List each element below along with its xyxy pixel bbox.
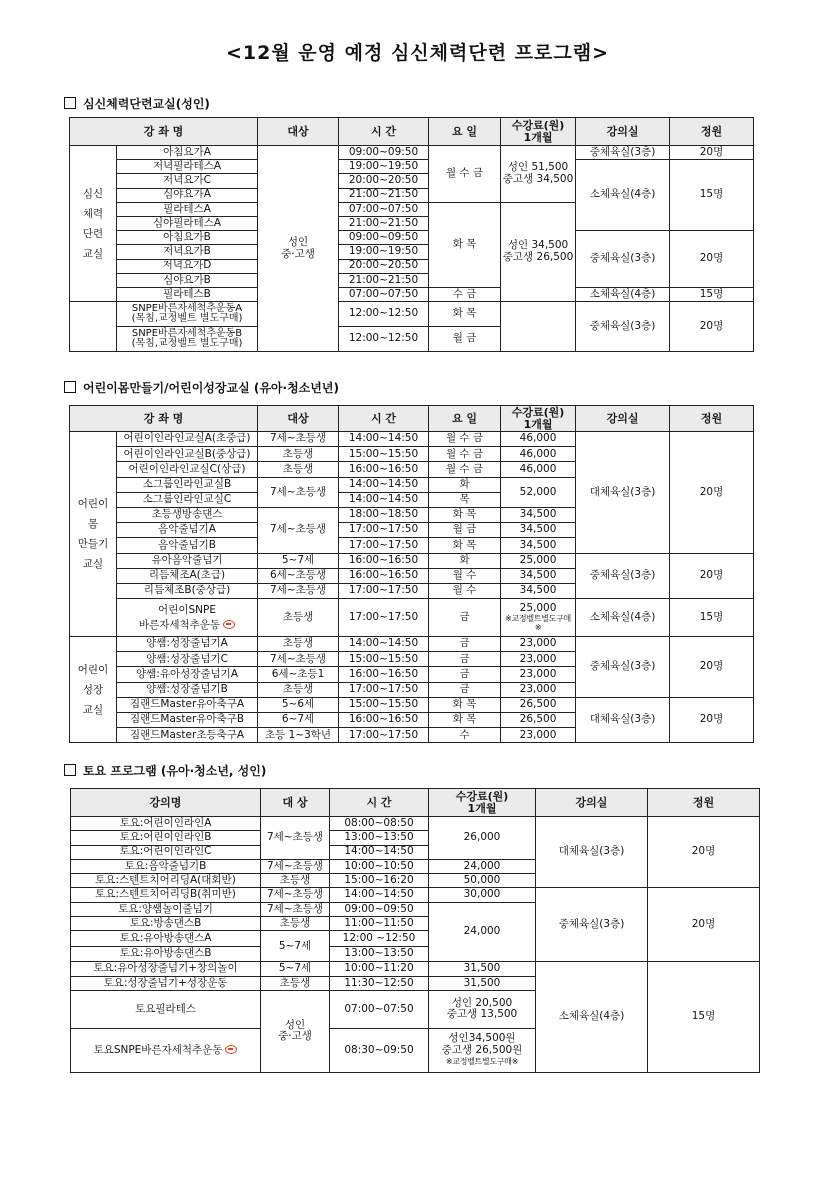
day-cell: 월 수 금 <box>429 447 501 462</box>
course-name: 토요:유아방송댄스A <box>71 931 261 947</box>
target-cell: 초등생 <box>258 462 339 477</box>
room-cell: 소체육실(4층) <box>576 160 670 231</box>
checkbox-icon <box>64 764 76 776</box>
checkbox-icon <box>64 381 76 393</box>
fee-cell: 46,000 <box>501 462 576 477</box>
table-header-row <box>70 118 754 146</box>
time-cell: 15:00~16:20 <box>330 874 429 888</box>
time-cell: 19:00~19:50 <box>339 160 429 174</box>
room-cell: 소체육실(4층) <box>576 287 670 301</box>
course-name: 초등생방송댄스 <box>117 507 258 522</box>
course-name: 음악줄넘기A <box>117 523 258 538</box>
header-day: 요 일 <box>429 118 501 146</box>
time-cell: 19:00~19:50 <box>339 245 429 259</box>
course-name: 리듬체조B(중상급) <box>117 583 258 598</box>
course-name: 토요:어린이인라인C <box>71 845 261 859</box>
fee-cell-empty <box>501 302 576 352</box>
header-target: 대상 <box>258 406 339 432</box>
day-cell: 화 <box>429 477 501 492</box>
target-cell: 초등생 <box>261 976 330 990</box>
time-cell: 13:00~13:50 <box>330 831 429 845</box>
day-cell: 화 목 <box>429 538 501 553</box>
room-cell: 중체육실(3층) <box>576 553 670 599</box>
table-row <box>70 231 754 245</box>
time-cell: 12:00 ~12:50 <box>330 931 429 947</box>
room-cell: 중체육실(3층) <box>536 888 648 962</box>
time-cell: 08:00~08:50 <box>330 817 429 831</box>
fee-cell: 23,000 <box>501 728 576 743</box>
table-row <box>70 697 754 712</box>
course-name <box>117 599 258 637</box>
fee-cell: 31,500 <box>429 962 536 976</box>
time-cell: 17:00~17:50 <box>339 682 429 697</box>
course-name: 어린이인라인교실C(상급) <box>117 462 258 477</box>
day-cell: 월 금 <box>429 523 501 538</box>
day-cell: 화 목 <box>429 507 501 522</box>
time-cell: 17:00~17:50 <box>339 583 429 598</box>
course-name: 토요필라테스 <box>71 990 261 1028</box>
time-cell: 15:00~15:50 <box>339 652 429 667</box>
course-name: 음악줄넘기B <box>117 538 258 553</box>
header-day: 요 일 <box>429 406 501 432</box>
target-cell: 초등생 <box>258 447 339 462</box>
day-cell: 월 수 금 <box>429 462 501 477</box>
room-cell: 대체육실(3층) <box>576 432 670 554</box>
room-cell: 중체육실(3층) <box>576 637 670 698</box>
fee-cell: 34,500 <box>501 507 576 522</box>
header-room: 강의실 <box>576 406 670 432</box>
day-cell: 화 목 <box>429 202 501 287</box>
target-cell: 7세~초등생 <box>258 477 339 507</box>
table-row <box>70 553 754 568</box>
time-cell: 10:00~11:20 <box>330 962 429 976</box>
header-fee <box>429 789 536 817</box>
fee-cell: 34,500 <box>501 538 576 553</box>
time-cell: 16:00~16:50 <box>339 713 429 728</box>
section1-table <box>69 117 754 352</box>
course-name: 양쌤:성장줄넘기A <box>117 637 258 652</box>
time-cell: 18:00~18:50 <box>339 507 429 522</box>
time-cell: 12:00~12:50 <box>339 302 429 327</box>
header-time: 시 간 <box>330 789 429 817</box>
course-name: 저녁요가B <box>117 245 258 259</box>
course-name: 저녁요가D <box>117 259 258 273</box>
fee-cell <box>429 1028 536 1072</box>
time-cell: 17:00~17:50 <box>339 728 429 743</box>
room-cell: 중체육실(3층) <box>576 302 670 352</box>
table-row <box>71 962 760 976</box>
course-name: 아침요가A <box>117 146 258 160</box>
header-fee-text: 수강료(원) <box>511 406 565 419</box>
day-cell: 월 금 <box>429 327 501 352</box>
capacity-cell: 20명 <box>648 817 760 888</box>
time-cell: 08:30~09:50 <box>330 1028 429 1072</box>
section3-heading <box>64 762 266 779</box>
header-fee-text: 수강료(원) <box>511 119 565 132</box>
course-name: SNPE바른자세척추운동B (목침,교정벨트 별도구매) <box>117 327 258 352</box>
time-cell: 09:00~09:50 <box>339 231 429 245</box>
time-cell: 17:00~17:50 <box>339 523 429 538</box>
time-cell: 20:00~20:50 <box>339 174 429 188</box>
target-cell: 성인 중·고생 <box>261 990 330 1072</box>
time-cell: 17:00~17:50 <box>339 599 429 637</box>
day-cell: 화 목 <box>429 713 501 728</box>
target-cell: 7세~초등생 <box>261 902 330 916</box>
room-cell: 소체육실(4층) <box>576 599 670 637</box>
checkbox-icon <box>64 97 76 109</box>
fee-note: ※교정벨트별도구매 ※ <box>505 614 571 633</box>
time-cell: 11:30~12:50 <box>330 976 429 990</box>
section2-heading <box>64 379 339 396</box>
day-cell: 금 <box>429 599 501 637</box>
capacity-cell: 20명 <box>670 553 754 599</box>
fee-note: ※교정벨트별도구매※ <box>445 1057 519 1067</box>
room-cell: 중체육실(3층) <box>576 231 670 288</box>
capacity-cell: 20명 <box>648 888 760 962</box>
capacity-cell: 20명 <box>670 231 754 288</box>
fee-cell: 50,000 <box>429 874 536 888</box>
course-name: 소그룹인라인교실C <box>117 492 258 507</box>
time-cell: 13:00~13:50 <box>330 946 429 962</box>
fee-cell: 34,500 <box>501 568 576 583</box>
day-cell: 수 <box>429 728 501 743</box>
room-cell: 대체육실(3층) <box>576 697 670 743</box>
day-cell: 화 <box>429 553 501 568</box>
header-course: 강의명 <box>71 789 261 817</box>
page-title: <12월 운영 예정 심신체력단련 프로그램> <box>225 42 610 64</box>
fee-cell: 23,000 <box>501 637 576 652</box>
course-name: 소그룹인라인교실B <box>117 477 258 492</box>
fee-cell: 46,000 <box>501 447 576 462</box>
time-cell: 16:00~16:50 <box>339 553 429 568</box>
group-label: 심신 체력 단련 교실 <box>70 146 117 302</box>
target-cell: 초등생 <box>258 599 339 637</box>
fee-cell: 52,000 <box>501 477 576 507</box>
section2-heading-text: 어린이몸만들기/어린이성장교실 (유아·청소년년) <box>83 381 339 395</box>
course-name: 토요:음악줄넘기B <box>71 859 261 873</box>
header-fee-text: 수강료(원) <box>455 790 509 803</box>
day-cell: 금 <box>429 682 501 697</box>
course-name: 양쌤:유아성장줄넘기A <box>117 667 258 682</box>
header-capacity: 정원 <box>648 789 760 817</box>
header-fee-period: 1개월 <box>467 801 497 815</box>
target-cell: 7세~초등생 <box>258 507 339 553</box>
time-cell: 12:00~12:50 <box>339 327 429 352</box>
day-cell: 금 <box>429 652 501 667</box>
course-name: 토요:스텐트치어리딩A(대회반) <box>71 874 261 888</box>
time-cell: 15:00~15:50 <box>339 447 429 462</box>
section2-table <box>69 405 754 743</box>
table-row <box>70 599 754 637</box>
header-fee-period: 1개월 <box>523 417 553 431</box>
header-course: 강 좌 명 <box>70 406 258 432</box>
time-cell: 09:00~09:50 <box>330 902 429 916</box>
time-cell: 14:00~14:50 <box>339 492 429 507</box>
course-name: 필라테스B <box>117 287 258 301</box>
header-fee <box>501 118 576 146</box>
fee-cell: 25,000 <box>501 553 576 568</box>
target-cell: 5~7세 <box>261 962 330 976</box>
time-cell: 21:00~21:50 <box>339 216 429 230</box>
fee-cell: 성인 20,500 중고생 13,500 <box>429 990 536 1028</box>
fee-cell: 30,000 <box>429 888 536 902</box>
room-cell: 소체육실(4층) <box>536 962 648 1073</box>
day-cell: 금 <box>429 637 501 652</box>
time-cell: 10:00~10:50 <box>330 859 429 873</box>
header-fee <box>501 406 576 432</box>
course-name: 저녁요가C <box>117 174 258 188</box>
capacity-cell: 20명 <box>670 697 754 743</box>
course-name: 심야요가A <box>117 188 258 202</box>
fee-cell: 23,000 <box>501 652 576 667</box>
time-cell: 20:00~20:50 <box>339 259 429 273</box>
header-time: 시 간 <box>339 118 429 146</box>
fee-cell: 23,000 <box>501 682 576 697</box>
fee-cell: 23,000 <box>501 667 576 682</box>
course-name: 짐랜드Master유아축구B <box>117 713 258 728</box>
room-cell: 대체육실(3층) <box>536 817 648 888</box>
capacity-cell: 20명 <box>670 146 754 160</box>
header-course: 강 좌 명 <box>70 118 258 146</box>
day-cell: 월 수 금 <box>429 146 501 203</box>
table-row <box>70 302 754 327</box>
table-row <box>70 432 754 447</box>
time-cell: 14:00~14:50 <box>330 845 429 859</box>
capacity-cell: 15명 <box>670 599 754 637</box>
fee-value: 성인34,500원 중고생 26,500원 <box>441 1032 523 1056</box>
course-name-text: 토요SNPE바른자세척추운동 <box>93 1043 223 1056</box>
time-cell: 14:00~14:50 <box>339 432 429 447</box>
section1-heading <box>64 95 210 112</box>
course-name: 리듬체조A(초급) <box>117 568 258 583</box>
target-cell: 7세~초등생 <box>261 888 330 902</box>
target-cell: 7세~초등생 <box>258 652 339 667</box>
section3-heading-text: 토요 프로그램 (유아·청소년, 성인) <box>83 764 267 778</box>
capacity-cell: 15명 <box>670 287 754 301</box>
target-cell: 초등생 <box>261 917 330 931</box>
section1-heading-text: 심신체력단련교실(성인) <box>83 97 210 111</box>
time-cell: 07:00~07:50 <box>330 990 429 1028</box>
time-cell: 21:00~21:50 <box>339 188 429 202</box>
time-cell: 07:00~07:50 <box>339 287 429 301</box>
group-label-empty <box>70 302 117 352</box>
target-cell: 7세~초등생 <box>261 817 330 860</box>
group-label: 어린이 몸 만들기 교실 <box>70 432 117 637</box>
course-name: 어린이인라인교실B(중상급) <box>117 447 258 462</box>
flag-icon <box>223 620 235 629</box>
day-cell: 월 수 <box>429 583 501 598</box>
course-name: 짐랜드Master유아축구A <box>117 697 258 712</box>
target-cell: 5~6세 <box>258 697 339 712</box>
header-capacity: 정원 <box>670 118 754 146</box>
course-name: 짐랜드Master초등축구A <box>117 728 258 743</box>
course-name: 토요:양쌤놀이줄넘기 <box>71 902 261 916</box>
target-cell: 6~7세 <box>258 713 339 728</box>
capacity-cell: 15명 <box>670 160 754 231</box>
course-name: 토요:어린이인라인B <box>71 831 261 845</box>
flag-icon <box>225 1045 237 1054</box>
target-cell: 성인 중·고생 <box>258 146 339 352</box>
fee-cell: 31,500 <box>429 976 536 990</box>
course-name: 저녁필라테스A <box>117 160 258 174</box>
fee-cell: 34,500 <box>501 523 576 538</box>
header-target: 대상 <box>258 118 339 146</box>
course-name: 양쌤:성장줄넘기B <box>117 682 258 697</box>
table-row <box>70 160 754 174</box>
day-cell: 화 목 <box>429 697 501 712</box>
day-cell: 월 수 금 <box>429 432 501 447</box>
table-row <box>70 637 754 652</box>
target-cell: 초등생 <box>258 682 339 697</box>
day-cell: 화 목 <box>429 302 501 327</box>
header-target: 대 상 <box>261 789 330 817</box>
day-cell: 목 <box>429 492 501 507</box>
target-cell: 5~7세 <box>261 931 330 962</box>
header-room: 강의실 <box>536 789 648 817</box>
header-capacity: 정원 <box>670 406 754 432</box>
time-cell: 16:00~16:50 <box>339 568 429 583</box>
time-cell: 11:00~11:50 <box>330 917 429 931</box>
day-cell: 수 금 <box>429 287 501 301</box>
fee-cell: 24,000 <box>429 859 536 873</box>
table-row <box>70 287 754 301</box>
table-header-row <box>71 789 760 817</box>
time-cell: 07:00~07:50 <box>339 202 429 216</box>
day-cell: 월 수 <box>429 568 501 583</box>
room-cell: 중체육실(3층) <box>576 146 670 160</box>
fee-cell: 46,000 <box>501 432 576 447</box>
fee-cell: 26,500 <box>501 713 576 728</box>
course-name: 어린이인라인교실A(초중급) <box>117 432 258 447</box>
capacity-cell: 15명 <box>648 962 760 1073</box>
target-cell: 초등생 <box>258 637 339 652</box>
header-fee-period: 1개월 <box>523 130 553 144</box>
header-room: 강의실 <box>576 118 670 146</box>
table-row <box>71 817 760 831</box>
fee-cell: 성인 51,500 중고생 34,500 <box>501 146 576 203</box>
target-cell: 초등 1~3학년 <box>258 728 339 743</box>
table-header-row <box>70 406 754 432</box>
time-cell: 14:00~14:50 <box>339 637 429 652</box>
fee-cell: 34,500 <box>501 583 576 598</box>
capacity-cell: 20명 <box>670 432 754 554</box>
time-cell: 17:00~17:50 <box>339 538 429 553</box>
fee-cell: 26,500 <box>501 697 576 712</box>
time-cell: 16:00~16:50 <box>339 462 429 477</box>
course-name: 토요:유아방송댄스B <box>71 946 261 962</box>
target-cell: 6세~초등1 <box>258 667 339 682</box>
target-cell: 초등생 <box>261 874 330 888</box>
day-cell: 금 <box>429 667 501 682</box>
header-time: 시 간 <box>339 406 429 432</box>
course-name: 토요:방송댄스B <box>71 917 261 931</box>
section3-table <box>70 788 760 1073</box>
target-cell: 6세~초등생 <box>258 568 339 583</box>
course-name: 토요:스텐트치어리딩B(취미반) <box>71 888 261 902</box>
time-cell: 16:00~16:50 <box>339 667 429 682</box>
target-cell: 7세~초등생 <box>258 432 339 447</box>
course-name: 유아음악줄넘기 <box>117 553 258 568</box>
target-cell: 5~7세 <box>258 553 339 568</box>
table-row <box>71 888 760 902</box>
course-name: 심야필라테스A <box>117 216 258 230</box>
course-name <box>71 1028 261 1072</box>
fee-cell: 성인 34,500 중고생 26,500 <box>501 202 576 301</box>
fee-cell <box>501 599 576 637</box>
fee-value: 25,000 <box>519 601 557 614</box>
course-name-text: 어린이SNPE 바른자세척추운동 <box>138 603 221 631</box>
capacity-cell: 20명 <box>670 637 754 698</box>
course-name: 토요:성장줄넘기+성장운동 <box>71 976 261 990</box>
course-name: SNPE바른자세척추운동A (목침,교정벨트 별도구매) <box>117 302 258 327</box>
course-name: 토요:어린이인라인A <box>71 817 261 831</box>
time-cell: 09:00~09:50 <box>339 146 429 160</box>
group-label: 어린이 성장 교실 <box>70 637 117 743</box>
fee-cell: 26,000 <box>429 817 536 860</box>
time-cell: 21:00~21:50 <box>339 273 429 287</box>
course-name: 토요:유아성장줄넘기+창의놀이 <box>71 962 261 976</box>
capacity-cell: 20명 <box>670 302 754 352</box>
time-cell: 15:00~15:50 <box>339 697 429 712</box>
course-name: 심야요가B <box>117 273 258 287</box>
fee-cell: 24,000 <box>429 902 536 962</box>
time-cell: 14:00~14:50 <box>339 477 429 492</box>
course-name: 필라테스A <box>117 202 258 216</box>
course-name: 양쌤:성장줄넘기C <box>117 652 258 667</box>
target-cell: 7세~초등생 <box>261 859 330 873</box>
course-name: 아침요가B <box>117 231 258 245</box>
table-row <box>70 146 754 160</box>
time-cell: 14:00~14:50 <box>330 888 429 902</box>
target-cell: 7세~초등생 <box>258 583 339 598</box>
